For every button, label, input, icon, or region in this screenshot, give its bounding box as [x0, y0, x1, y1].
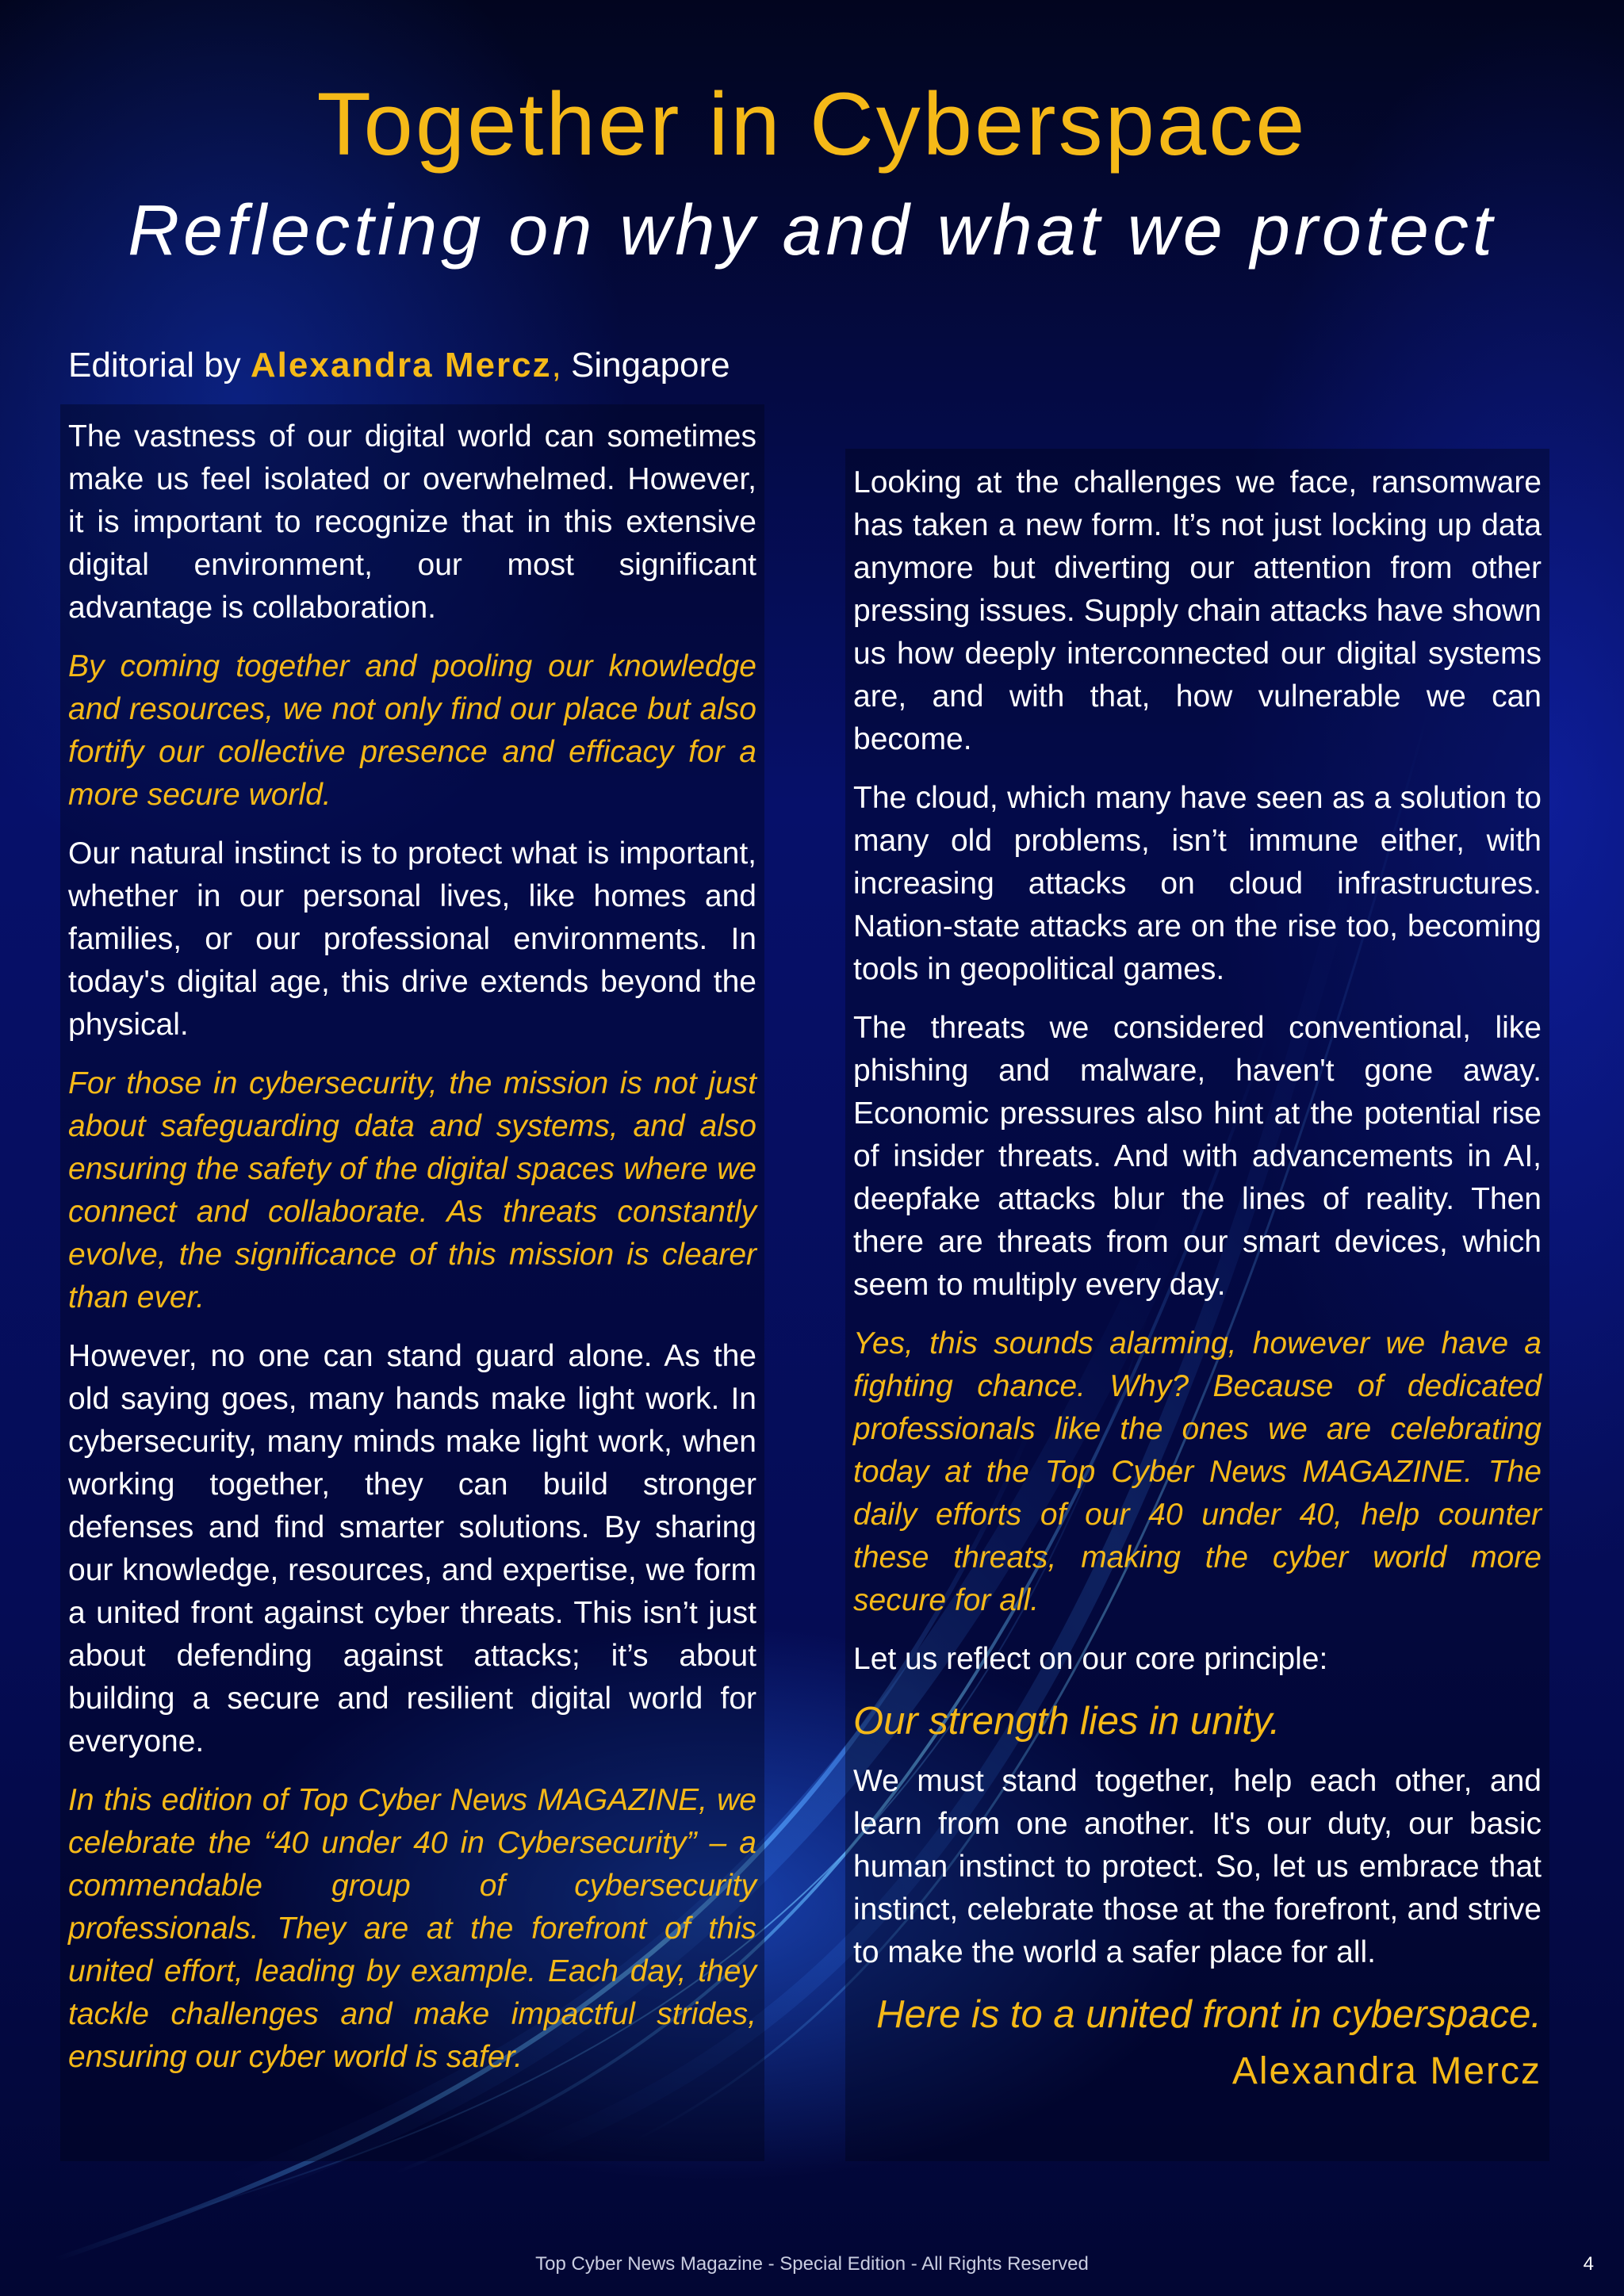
- left-paragraph-3: However, no one can stand guard alone. As the old saying goes, many hands make light work. In cybersecurity, many minds make light work, when working together, they can build stronger defenses and find smarter solutions. By sharing our knowledge, resources, and expertise, we form a united front against cyber threats. This isn’t just about defending against attacks; it’s about building a secure and resilient digital world for everyone.: [68, 1339, 756, 1758]
- page-subtitle: Reflecting on why and what we protect: [128, 191, 1496, 270]
- byline-location: Singapore: [561, 346, 730, 385]
- page-title: Together in Cyberspace: [316, 75, 1308, 174]
- right-paragraph-1: Looking at the challenges we face, ransomware has taken a new form. It’s not just locking up data anymore but diverting our attention from other pressing issues. Supply chain attacks have shown us how deeply interconnected our digital systems are, and with that, how vulnerable we can become.: [853, 465, 1542, 756]
- right-column: [845, 449, 1549, 2161]
- left-paragraph-1: The vastness of our digital world can sometimes make us feel isolated or overwhelmed. However, it is important to recognize that in this extensive digital environment, our most significant advantage is collaboration.: [68, 419, 756, 625]
- right-paragraph-5: We must stand together, help each other, and learn from one another. It's our duty, our basic human instinct to protect. So, let us embrace that instinct, celebrate those at the forefront, and strive to make the world a safer place for all.: [853, 1764, 1542, 1969]
- closing-line: Here is to a united front in cyberspace.: [876, 1993, 1542, 2036]
- motto: Our strength lies in unity.: [853, 1700, 1281, 1743]
- signature: Alexandra Mercz: [1231, 2050, 1542, 2092]
- page-number: 4: [1583, 2253, 1594, 2275]
- left-highlight-2: For those in cybersecurity, the mission is not just about safeguarding data and systems, and also ensuring the safety of the digital spaces where we connect and collaborate. As threats constantly evolve, the significance of this mission is clearer than ever.: [68, 1066, 756, 1314]
- left-highlight-3: In this edition of Top Cyber News MAGAZINE, we celebrate the “40 under 40 in Cybersecurity” – a commendable group of cybersecurity professionals. They are at the forefront of this united effort, leading by example. Each day, they tackle challenges and make impactful strides, ensuring our cyber world is safer.: [68, 1783, 756, 2074]
- left-column: [60, 404, 764, 2161]
- byline-prefix: Editorial by: [68, 346, 251, 385]
- right-paragraph-2: The cloud, which many have seen as a solution to many old problems, isn’t immune either, with increasing attacks on cloud infrastructures. Nation-state attacks are on the rise too, becoming tools in geopolitical games.: [853, 781, 1542, 986]
- left-highlight-1: By coming together and pooling our knowledge and resources, we not only find our place but also fortify our collective presence and efficacy for a more secure world.: [68, 649, 756, 812]
- right-highlight-1: Yes, this sounds alarming, however we have a fighting chance. Why? Because of dedicated professionals like the ones we are celebrating today at the Top Cyber News MAGAZINE. The daily efforts of our 40 under 40, help counter these threats, making the cyber world more secure for all.: [853, 1326, 1542, 1617]
- right-paragraph-3: The threats we considered conventional, like phishing and malware, haven't gone away. Economic pressures also hint at the potential rise of insider threats. And with advancements in AI, deepfake attacks blur the lines of reality. Then there are threats from our smart devices, which seem to multiply every day.: [853, 1011, 1542, 1302]
- footer-text: Top Cyber News Magazine - Special Edition - All Rights Reserved: [535, 2253, 1089, 2275]
- byline-comma: ,: [551, 346, 561, 385]
- byline: [68, 342, 730, 388]
- byline-author: Alexandra Mercz: [250, 346, 552, 385]
- left-paragraph-2: Our natural instinct is to protect what is important, whether in our personal lives, like homes and families, or our professional environments. In today's digital age, this drive extends beyond the physical.: [68, 836, 756, 1042]
- right-paragraph-4: Let us reflect on our core principle:: [853, 1642, 1328, 1676]
